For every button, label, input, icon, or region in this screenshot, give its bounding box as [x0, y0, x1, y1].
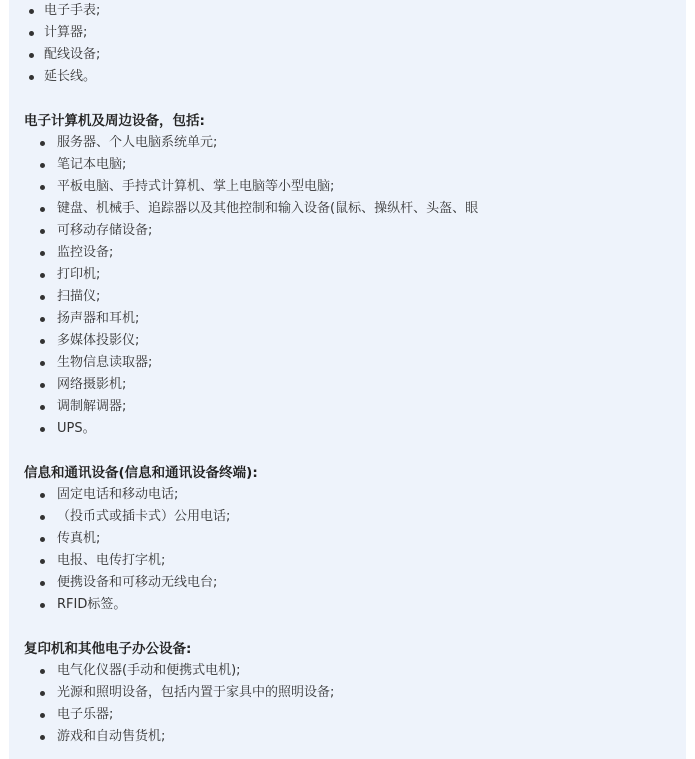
- bullet-icon: [40, 339, 45, 344]
- top-list: [9, 0, 686, 88]
- list-item: 游戏和自动售货机;: [9, 726, 686, 748]
- bullet-icon: [40, 427, 45, 432]
- list-item: 光源和照明设备，包括内置于家具中的照明设备;: [9, 682, 686, 704]
- bullet-icon: [40, 603, 45, 608]
- list-item: 生物信息读取器;: [9, 352, 686, 374]
- list-item: 便携设备和可移动无线电台;: [9, 572, 686, 594]
- bullet-icon: [29, 31, 34, 36]
- bullet-icon: [40, 713, 45, 718]
- list-item: 扫描仪;: [9, 286, 686, 308]
- bullet-icon: [40, 559, 45, 564]
- list-item: RFID标签。: [9, 594, 686, 616]
- content-panel: [9, 0, 686, 759]
- list-item: 传真机;: [9, 528, 686, 550]
- list-item: 笔记本电脑;: [9, 154, 686, 176]
- bullet-icon: [40, 581, 45, 586]
- list-item: 电子手表;: [9, 0, 686, 22]
- bullet-icon: [40, 537, 45, 542]
- bullet-icon: [40, 383, 45, 388]
- list-item: 扬声器和耳机;: [9, 308, 686, 330]
- list-item: 服务器、个人电脑系统单元;: [9, 132, 686, 154]
- list-item: 调制解调器;: [9, 396, 686, 418]
- telecom-list: [9, 484, 686, 616]
- list-item: 可移动存储设备;: [9, 220, 686, 242]
- section-heading-telecom: 信息和通讯设备(信息和通讯设备终端):: [24, 465, 258, 481]
- list-item: 延长线。: [9, 66, 686, 88]
- bullet-icon: [40, 361, 45, 366]
- bullet-icon: [40, 405, 45, 410]
- list-item: 固定电话和移动电话;: [9, 484, 686, 506]
- office-list: [9, 660, 686, 748]
- bullet-icon: [40, 317, 45, 322]
- list-item: 平板电脑、手持式计算机、掌上电脑等小型电脑;: [9, 176, 686, 198]
- list-item: 多媒体投影仪;: [9, 330, 686, 352]
- bullet-icon: [29, 75, 34, 80]
- list-item: 电报、电传打字机;: [9, 550, 686, 572]
- list-item: 网络摄影机;: [9, 374, 686, 396]
- list-item: 电子乐器;: [9, 704, 686, 726]
- list-item: UPS。: [9, 418, 686, 440]
- list-item: 打印机;: [9, 264, 686, 286]
- bullet-icon: [40, 295, 45, 300]
- bullet-icon: [40, 735, 45, 740]
- list-item: 计算器;: [9, 22, 686, 44]
- bullet-icon: [29, 9, 34, 14]
- bullet-icon: [40, 207, 45, 212]
- bullet-icon: [40, 251, 45, 256]
- bullet-icon: [40, 163, 45, 168]
- list-item: （投币式或插卡式）公用电话;: [9, 506, 686, 528]
- bullet-icon: [40, 493, 45, 498]
- computers-list: [9, 132, 686, 440]
- bullet-icon: [40, 141, 45, 146]
- section-heading-office: 复印机和其他电子办公设备:: [24, 641, 192, 657]
- list-item: 监控设备;: [9, 242, 686, 264]
- list-item: 电气化仪器(手动和便携式电机);: [9, 660, 686, 682]
- bullet-icon: [40, 229, 45, 234]
- section-heading-computers: 电子计算机及周边设备，包括:: [24, 113, 205, 129]
- bullet-icon: [40, 185, 45, 190]
- list-item: 配线设备;: [9, 44, 686, 66]
- bullet-icon: [40, 669, 45, 674]
- bullet-icon: [29, 53, 34, 58]
- bullet-icon: [40, 691, 45, 696]
- bullet-icon: [40, 273, 45, 278]
- list-item: 键盘、机械手、追踪器以及其他控制和输入设备(鼠标、操纵杆、头盔、眼: [9, 198, 686, 220]
- bullet-icon: [40, 515, 45, 520]
